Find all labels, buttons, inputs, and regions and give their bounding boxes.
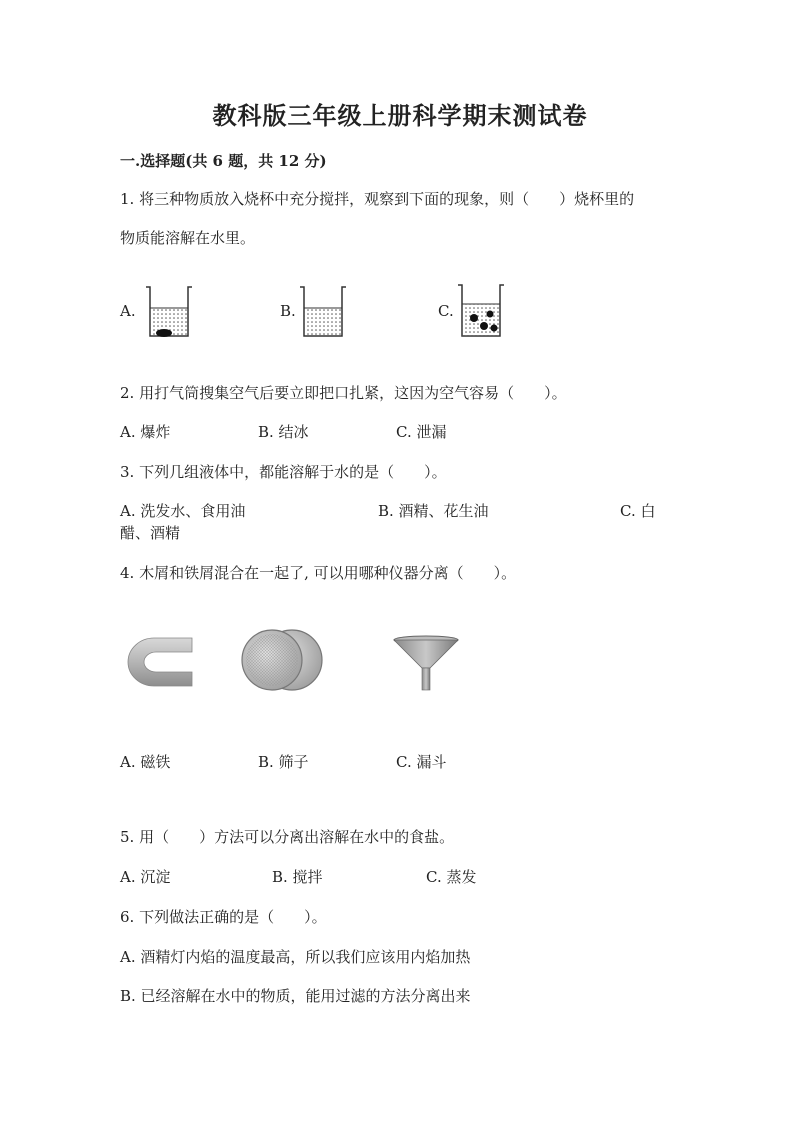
beaker-particles-icon xyxy=(456,282,506,340)
q5-option-b[interactable]: B. 搅拌 xyxy=(272,868,323,886)
question-1-line2: 物质能溶解在水里。 xyxy=(120,229,256,247)
q2-option-c[interactable]: C. 泄漏 xyxy=(396,423,447,441)
page-title: 教科版三年级上册科学期末测试卷 xyxy=(212,101,588,130)
q4-option-c[interactable]: C. 漏斗 xyxy=(396,753,447,771)
q2-option-a[interactable]: A. 爆炸 xyxy=(120,423,171,441)
q1-option-c[interactable]: C. xyxy=(438,302,454,320)
question-1-line1: 1. 将三种物质放入烧杯中充分搅拌，观察到下面的现象，则（ ）烧杯里的 xyxy=(120,190,635,208)
q5-option-c[interactable]: C. 蒸发 xyxy=(426,868,477,886)
question-3: 3. 下列几组液体中，都能溶解于水的是（ ）。 xyxy=(120,463,447,481)
q3-option-b[interactable]: B. 酒精、花生油 xyxy=(378,502,489,520)
question-6: 6. 下列做法正确的是（ ）。 xyxy=(120,908,327,926)
beaker-sediment-icon xyxy=(144,284,194,340)
q6-option-a[interactable]: A. 酒精灯内焰的温度最高，所以我们应该用内焰加热 xyxy=(120,948,471,966)
q2-option-b[interactable]: B. 结冰 xyxy=(258,423,309,441)
sieve-icon xyxy=(240,628,330,692)
q3-option-c[interactable]: C. 白 xyxy=(620,502,656,520)
q4-option-a[interactable]: A. 磁铁 xyxy=(120,753,171,771)
question-4: 4. 木屑和铁屑混合在一起了, 可以用哪种仪器分离（ ）。 xyxy=(120,564,517,582)
q4-option-b[interactable]: B. 筛子 xyxy=(258,753,309,771)
q6-option-b[interactable]: B. 已经溶解在水中的物质，能用过滤的方法分离出来 xyxy=(120,987,471,1005)
q1-option-b[interactable]: B. xyxy=(280,302,296,320)
u-magnet-icon xyxy=(126,636,194,688)
q5-option-a[interactable]: A. 沉淀 xyxy=(120,868,171,886)
q3-option-a[interactable]: A. 洗发水、食用油 xyxy=(120,502,246,520)
section-heading: 一.选择题(共 6 题，共 12 分) xyxy=(120,152,327,170)
beaker-clear-icon xyxy=(298,284,348,340)
question-2: 2. 用打气筒搜集空气后要立即把口扎紧，这因为空气容易（ ）。 xyxy=(120,384,567,402)
q3-option-c-wrap: 醋、酒精 xyxy=(120,524,181,542)
funnel-icon xyxy=(392,634,462,694)
q1-option-a[interactable]: A. xyxy=(120,302,136,320)
question-5: 5. 用（ ）方法可以分离出溶解在水中的食盐。 xyxy=(120,828,455,846)
